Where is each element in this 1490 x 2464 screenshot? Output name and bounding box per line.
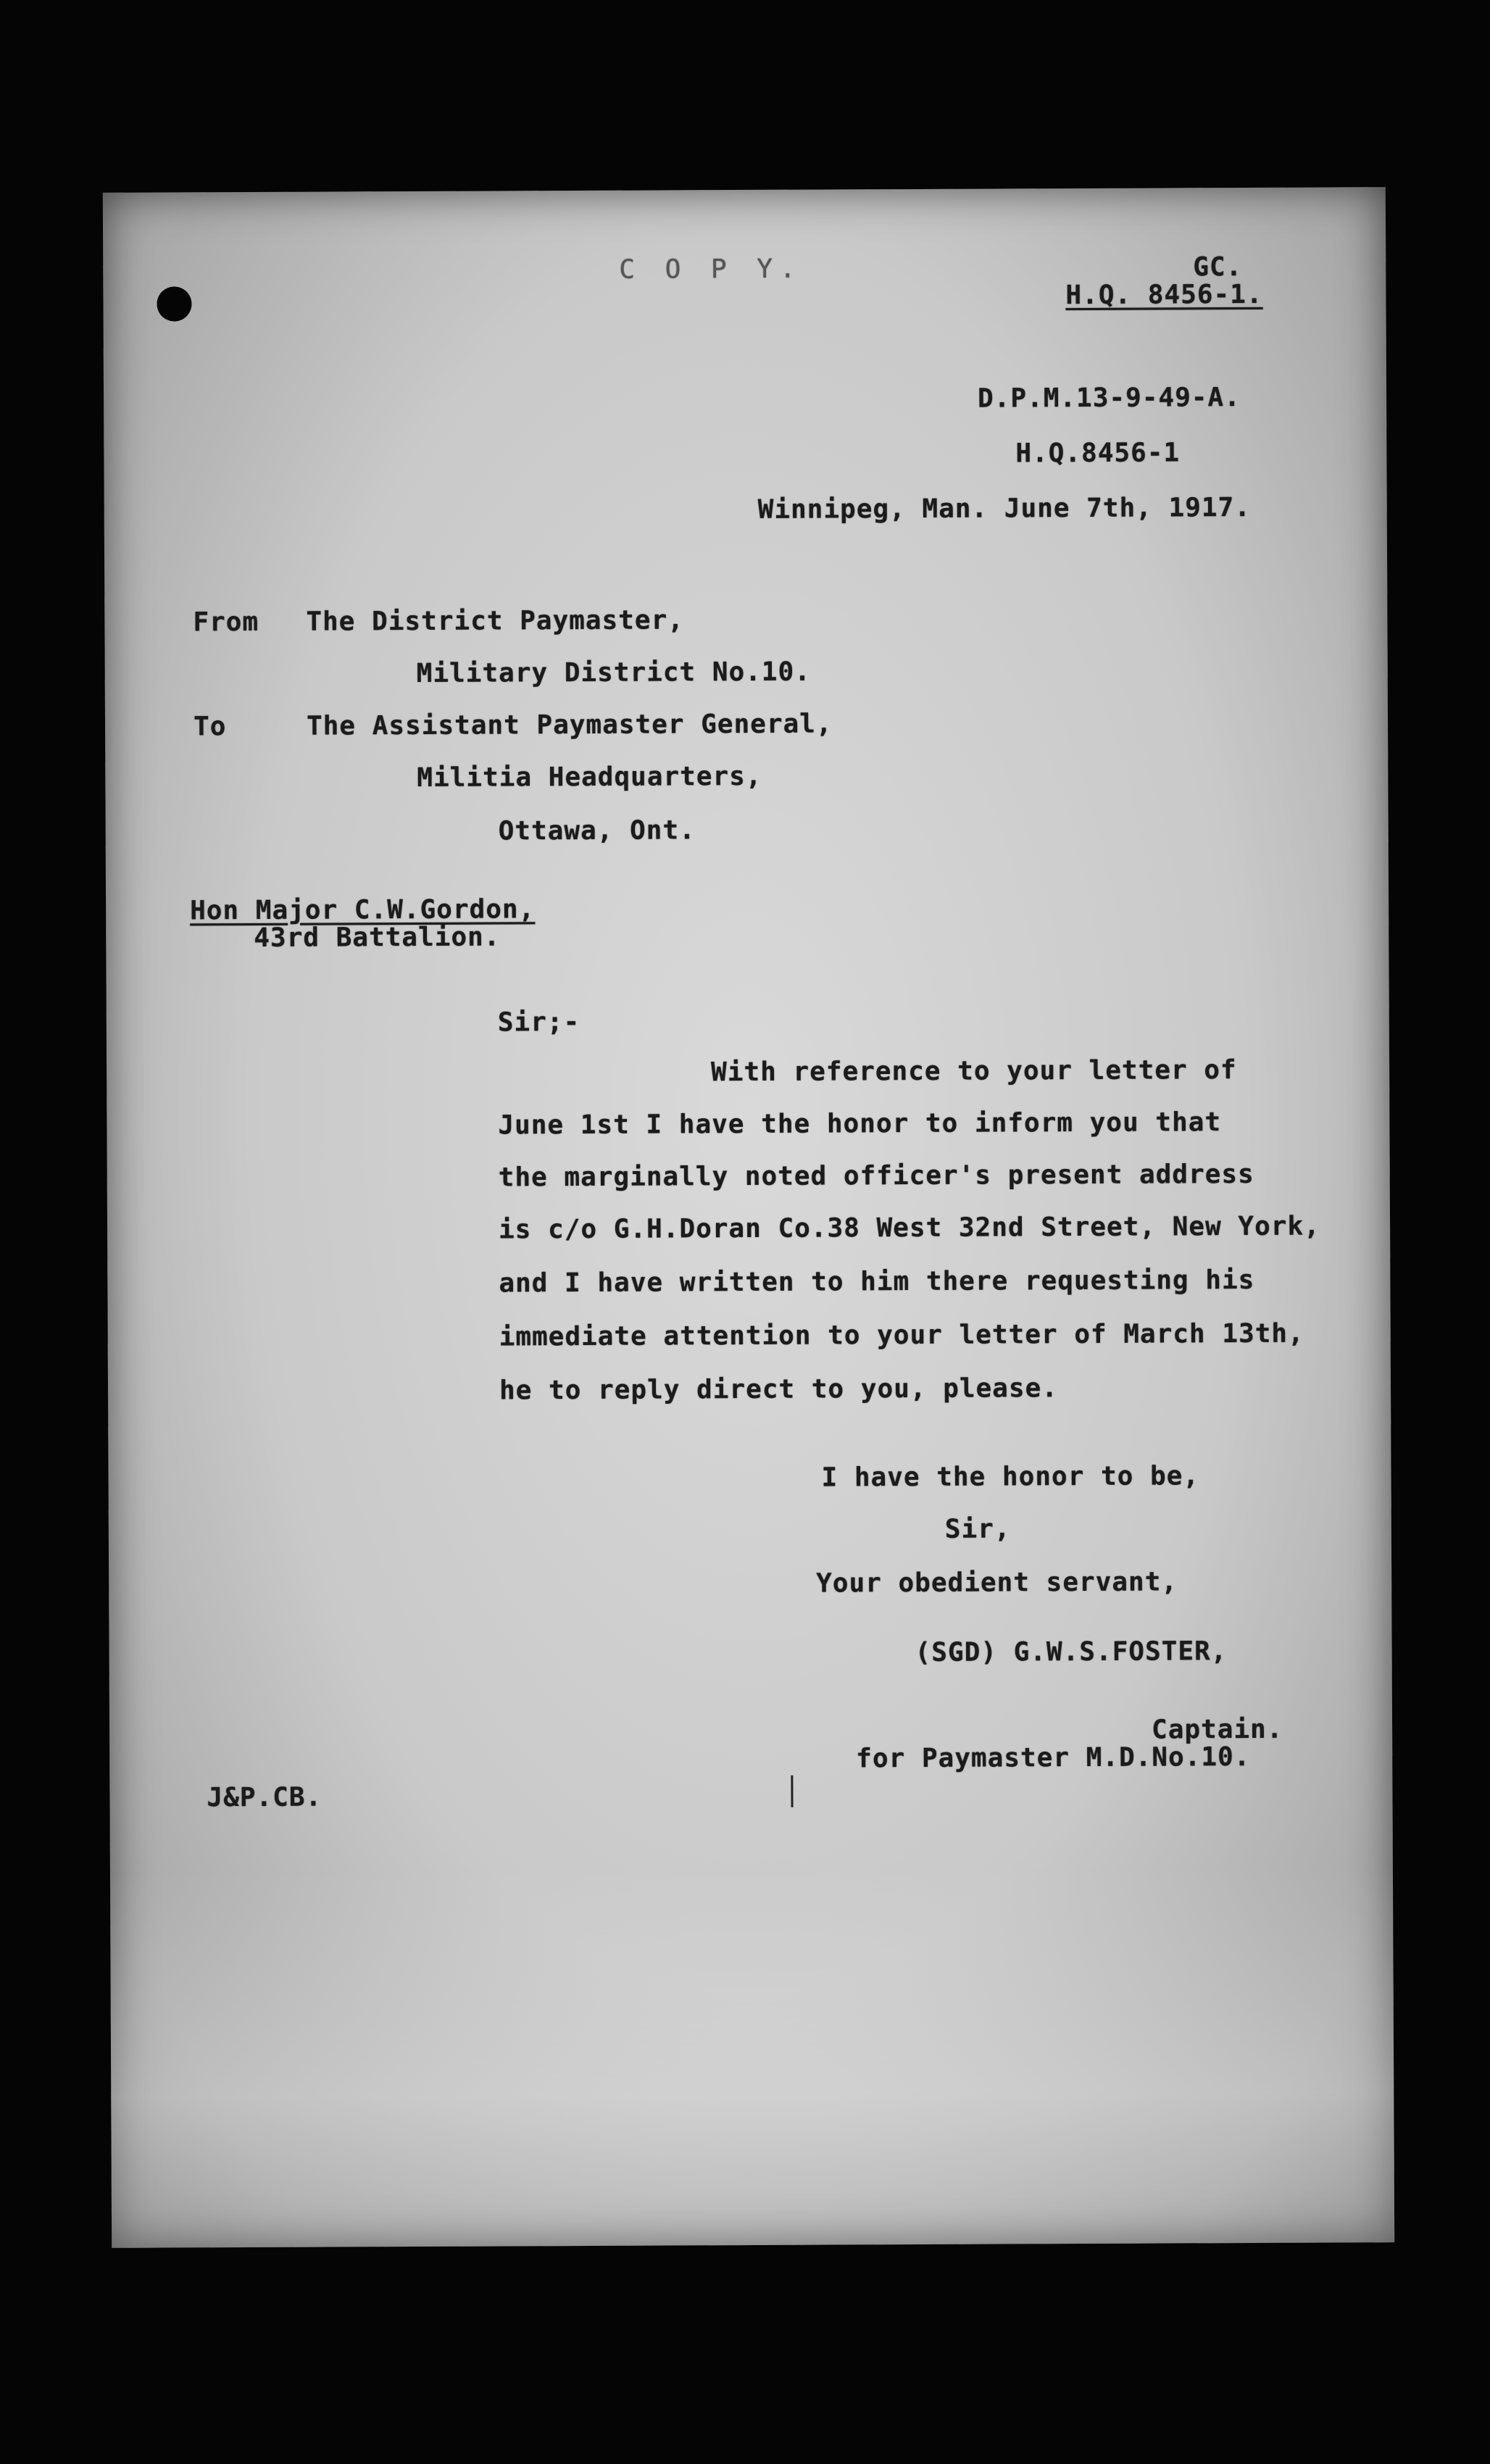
body-line-2: June 1st I have the honor to inform you that: [498, 1107, 1222, 1141]
from-line-2: Military District No.10.: [416, 657, 811, 688]
closing-line-3: Your obedient servant,: [816, 1567, 1178, 1599]
signature: (SGD) G.W.S.FOSTER,: [915, 1636, 1228, 1668]
to-line-3: Ottawa, Ont.: [498, 815, 696, 846]
punch-hole: [157, 286, 191, 321]
body-line-7: he to reply direct to you, please.: [499, 1373, 1059, 1406]
subject-line-2: 43rd Battalion.: [254, 922, 501, 953]
body-line-4: is c/o G.H.Doran Co.38 West 32nd Street, New York,: [498, 1211, 1320, 1245]
closing-line-2: Sir,: [944, 1514, 1011, 1544]
place-date: Winnipeg, Man. June 7th, 1917.: [757, 492, 1252, 525]
salutation: Sir;-: [497, 1007, 580, 1038]
file-ref-hq: H.Q. 8456-1.: [1065, 279, 1263, 311]
closing-line-1: I have the honor to be,: [821, 1461, 1200, 1493]
file-ref-gc: GC.: [1193, 252, 1243, 283]
stray-mark: [791, 1776, 793, 1807]
document-page: [103, 187, 1394, 2248]
from-line-1: The District Paymaster,: [306, 605, 684, 637]
for-paymaster-line: for Paymaster M.D.No.10.: [856, 1741, 1251, 1774]
hq-reference: H.Q.8456-1: [1015, 438, 1181, 469]
to-line-1: The Assistant Paymaster General,: [306, 709, 833, 741]
body-line-6: immediate attention to your letter of March 13th,: [499, 1318, 1304, 1352]
body-line-1: With reference to your letter of: [711, 1055, 1237, 1088]
copy-label: C O P Y.: [619, 254, 803, 285]
from-label: From: [193, 607, 259, 638]
to-line-2: Militia Headquarters,: [417, 761, 762, 793]
subject-line-1: Hon Major C.W.Gordon,: [190, 894, 536, 926]
to-label: To: [193, 712, 227, 742]
body-line-5: and I have written to him there requesting his: [499, 1265, 1255, 1299]
typist-initials: J&P.CB.: [207, 1782, 322, 1813]
signature-rank: Captain.: [1152, 1714, 1283, 1745]
body-line-3: the marginally noted officer's present address: [498, 1159, 1254, 1193]
dpm-reference: D.P.M.13-9-49-A.: [977, 383, 1241, 414]
